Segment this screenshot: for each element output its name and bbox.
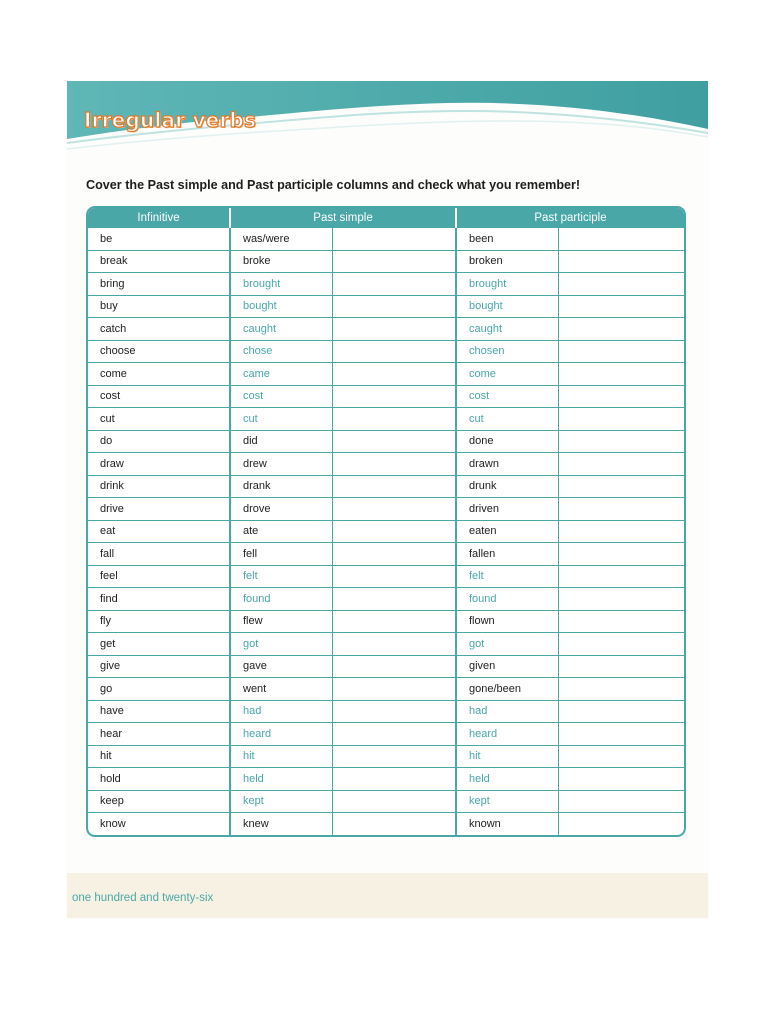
past-participle-blank-cell [558,520,684,543]
past-participle-blank-cell [558,295,684,318]
table-row [88,453,684,476]
past-participle-blank-cell [558,745,684,768]
past-participle-cell: bought [456,295,558,318]
past-simple-cell: came [230,363,332,386]
past-simple-cell: cut [230,408,332,431]
past-simple-cell: was/were [230,228,332,250]
past-simple-blank-cell [332,565,456,588]
past-simple-cell: caught [230,318,332,341]
past-simple-blank-cell [332,588,456,611]
infinitive-cell: fly [88,610,230,633]
infinitive-cell: know [88,813,230,835]
past-simple-cell: drove [230,498,332,521]
past-simple-cell: got [230,633,332,656]
infinitive-cell: draw [88,453,230,476]
past-participle-blank-cell [558,363,684,386]
past-participle-cell: caught [456,318,558,341]
past-simple-cell: kept [230,790,332,813]
past-participle-cell: chosen [456,340,558,363]
past-simple-blank-cell [332,475,456,498]
table-row [88,633,684,656]
table-row [88,723,684,746]
past-simple-blank-cell [332,430,456,453]
past-simple-cell: bought [230,295,332,318]
past-participle-blank-cell [558,678,684,701]
header-infinitive: Infinitive [88,208,230,228]
past-participle-cell: held [456,768,558,791]
table-row [88,430,684,453]
past-participle-cell: done [456,430,558,453]
past-simple-blank-cell [332,453,456,476]
past-simple-blank-cell [332,385,456,408]
infinitive-cell: come [88,363,230,386]
past-simple-blank-cell [332,813,456,835]
past-participle-cell: found [456,588,558,611]
table-row [88,768,684,791]
past-simple-cell: held [230,768,332,791]
past-simple-blank-cell [332,678,456,701]
table-row [88,745,684,768]
past-participle-cell: gone/been [456,678,558,701]
table-row [88,678,684,701]
past-simple-blank-cell [332,543,456,566]
infinitive-cell: feel [88,565,230,588]
past-participle-blank-cell [558,453,684,476]
page-number-text: one hundred and twenty-six [72,892,214,904]
past-simple-cell: flew [230,610,332,633]
past-simple-cell: felt [230,565,332,588]
past-participle-blank-cell [558,318,684,341]
past-simple-blank-cell [332,498,456,521]
table-row [88,475,684,498]
past-simple-cell: broke [230,250,332,273]
past-participle-blank-cell [558,228,684,250]
past-simple-cell: found [230,588,332,611]
past-participle-cell: drawn [456,453,558,476]
table-row [88,295,684,318]
infinitive-cell: hit [88,745,230,768]
past-simple-cell: did [230,430,332,453]
past-simple-blank-cell [332,655,456,678]
table-row [88,588,684,611]
past-participle-cell: hit [456,745,558,768]
past-simple-cell: brought [230,273,332,296]
table-row [88,408,684,431]
past-participle-cell: known [456,813,558,835]
past-simple-blank-cell [332,520,456,543]
infinitive-cell: cut [88,408,230,431]
past-simple-cell: chose [230,340,332,363]
infinitive-cell: have [88,700,230,723]
past-simple-blank-cell [332,318,456,341]
infinitive-cell: fall [88,543,230,566]
past-simple-cell: drew [230,453,332,476]
past-participle-cell: fallen [456,543,558,566]
table-row [88,228,684,250]
table-row [88,813,684,835]
infinitive-cell: hear [88,723,230,746]
past-simple-blank-cell [332,250,456,273]
past-simple-blank-cell [332,768,456,791]
past-simple-cell: ate [230,520,332,543]
past-simple-cell: gave [230,655,332,678]
table-row [88,363,684,386]
past-simple-cell: knew [230,813,332,835]
past-simple-cell: hit [230,745,332,768]
infinitive-cell: cost [88,385,230,408]
infinitive-cell: get [88,633,230,656]
past-simple-blank-cell [332,745,456,768]
past-simple-blank-cell [332,408,456,431]
past-participle-cell: flown [456,610,558,633]
past-participle-blank-cell [558,588,684,611]
past-simple-blank-cell [332,228,456,250]
past-participle-blank-cell [558,655,684,678]
past-participle-blank-cell [558,273,684,296]
past-simple-blank-cell [332,723,456,746]
infinitive-cell: eat [88,520,230,543]
past-participle-blank-cell [558,340,684,363]
infinitive-cell: drive [88,498,230,521]
infinitive-cell: choose [88,340,230,363]
table-row [88,790,684,813]
past-participle-blank-cell [558,408,684,431]
table-row [88,273,684,296]
verbs-table [86,206,686,837]
past-participle-cell: heard [456,723,558,746]
table-row [88,565,684,588]
table-row [88,655,684,678]
past-simple-cell: heard [230,723,332,746]
infinitive-cell: go [88,678,230,701]
infinitive-cell: break [88,250,230,273]
table-row [88,700,684,723]
past-participle-cell: felt [456,565,558,588]
past-participle-cell: driven [456,498,558,521]
past-participle-cell: had [456,700,558,723]
past-participle-cell: eaten [456,520,558,543]
past-participle-cell: given [456,655,558,678]
table-header-row [88,208,684,228]
past-simple-cell: fell [230,543,332,566]
past-participle-cell: drunk [456,475,558,498]
past-simple-blank-cell [332,340,456,363]
past-participle-blank-cell [558,543,684,566]
table-row [88,543,684,566]
past-participle-cell: broken [456,250,558,273]
past-participle-cell: come [456,363,558,386]
past-simple-cell: went [230,678,332,701]
infinitive-cell: buy [88,295,230,318]
header-banner [67,81,708,151]
past-participle-cell: brought [456,273,558,296]
header-past-participle: Past participle [456,208,684,228]
past-participle-blank-cell [558,700,684,723]
past-participle-blank-cell [558,385,684,408]
past-simple-blank-cell [332,610,456,633]
table-row [88,498,684,521]
infinitive-cell: find [88,588,230,611]
infinitive-cell: bring [88,273,230,296]
past-participle-cell: cost [456,385,558,408]
past-participle-blank-cell [558,475,684,498]
past-simple-blank-cell [332,295,456,318]
past-simple-cell: drank [230,475,332,498]
past-participle-blank-cell [558,790,684,813]
past-simple-blank-cell [332,700,456,723]
past-participle-cell: kept [456,790,558,813]
header-past-simple: Past simple [230,208,456,228]
past-participle-blank-cell [558,610,684,633]
textbook-page [67,81,708,918]
table-row [88,520,684,543]
past-simple-blank-cell [332,790,456,813]
past-simple-cell: had [230,700,332,723]
infinitive-cell: keep [88,790,230,813]
past-participle-blank-cell [558,633,684,656]
page-footer [67,873,708,918]
past-participle-blank-cell [558,430,684,453]
infinitive-cell: give [88,655,230,678]
table-row [88,610,684,633]
past-participle-blank-cell [558,768,684,791]
past-participle-blank-cell [558,250,684,273]
past-participle-blank-cell [558,723,684,746]
infinitive-cell: drink [88,475,230,498]
past-simple-blank-cell [332,273,456,296]
infinitive-cell: catch [88,318,230,341]
past-participle-cell: been [456,228,558,250]
past-simple-cell: cost [230,385,332,408]
infinitive-cell: hold [88,768,230,791]
table-row [88,385,684,408]
page-title: Irregular verbs [84,108,257,132]
table-row [88,250,684,273]
past-simple-blank-cell [332,363,456,386]
past-participle-blank-cell [558,565,684,588]
past-participle-blank-cell [558,498,684,521]
infinitive-cell: do [88,430,230,453]
past-simple-blank-cell [332,633,456,656]
past-participle-blank-cell [558,813,684,835]
past-participle-cell: got [456,633,558,656]
past-participle-cell: cut [456,408,558,431]
table-row [88,318,684,341]
table-row [88,340,684,363]
infinitive-cell: be [100,232,113,245]
instruction-text: Cover the Past simple and Past participle columns and check what you remember! [86,178,581,192]
